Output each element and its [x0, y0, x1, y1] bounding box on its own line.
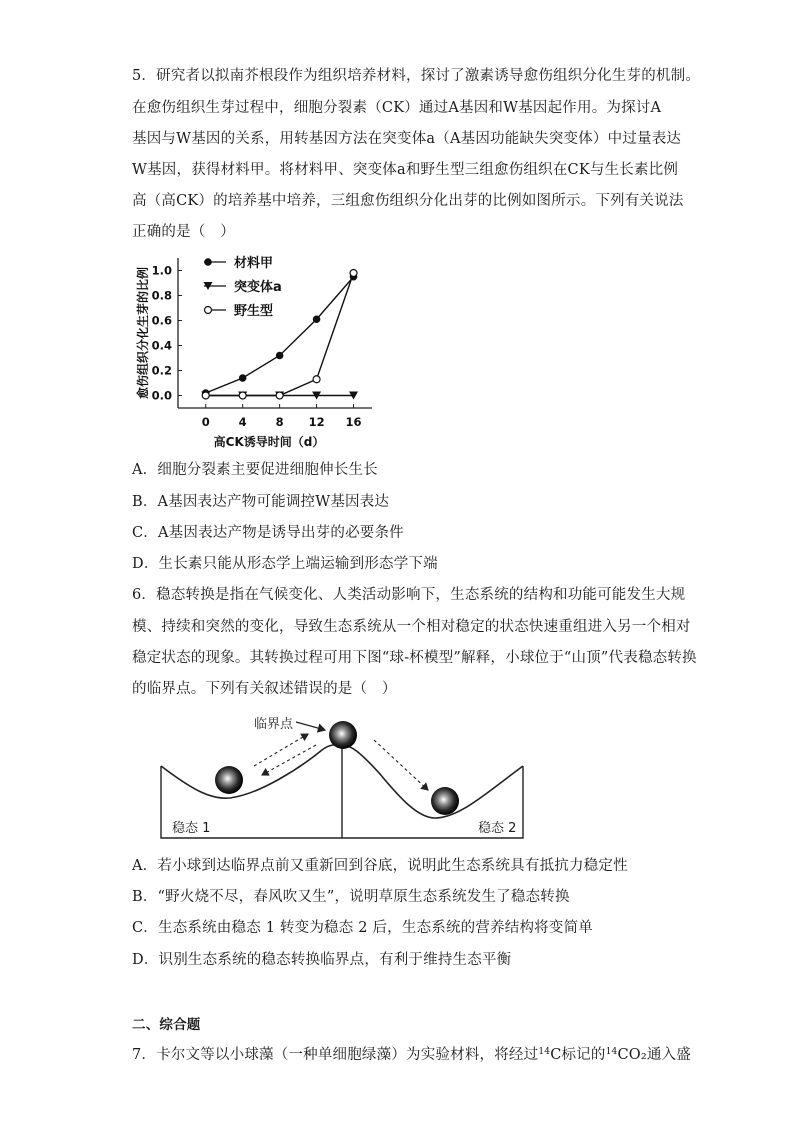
q5-line-2: 在愈伤组织生芽过程中，细胞分裂素（CK）通过A基因和W基因起作用。为探讨A	[132, 100, 662, 116]
series-0-point-1	[239, 375, 246, 382]
critical-point-arrow	[296, 722, 325, 730]
x-tick-label: 0	[201, 415, 210, 429]
legend-label-2: 野生型	[234, 304, 274, 319]
series-2-point-3	[313, 376, 320, 383]
q5-line-5: 高（高CK）的培养基中培养，三组愈伤组织分化出芽的比例如图所示。下列有关说法	[132, 193, 684, 209]
x-tick-label: 4	[238, 415, 247, 429]
y-tick-label: 0.4	[151, 338, 172, 353]
series-2-point-4	[350, 270, 357, 277]
q5-line-4: W基因，获得材料甲。将材料甲、突变体a和野生型三组愈伤组织在CK与生长素比例	[132, 162, 679, 178]
arrow-up-to-peak	[254, 734, 308, 766]
q7-mid: C标记的	[550, 1047, 606, 1063]
q7-line-1	[132, 1045, 691, 1065]
ball-right	[431, 787, 459, 815]
q6-line-4: 的临界点。下列有关叙述错误的是（ ）	[132, 681, 397, 697]
q6-option-a: A．若小球到达临界点前又重新回到谷底，说明此生态系统具有抵抗力稳定性	[132, 858, 628, 874]
q6-line-3: 稳定状态的现象。其转换过程可用下图“球-杯模型”解释，小球位于“山顶”代表稳态转换	[132, 650, 697, 666]
series-2-point-0	[202, 392, 209, 399]
chart-legend	[204, 255, 282, 319]
q6-option-c: C．生态系统由稳态 1 转变为稳态 2 后，生态系统的营养结构将变简单	[132, 920, 593, 936]
state1-label: 稳态 1	[172, 821, 211, 836]
q7-suffix: CO₂通入盛	[617, 1047, 691, 1063]
q5-option-a: A．细胞分裂素主要促进细胞伸长生长	[132, 462, 378, 478]
q5-option-b: B．A基因表达产物可能调控W基因表达	[132, 494, 390, 510]
y-tick-label: 0.8	[151, 288, 172, 303]
q6-line-1: 6．稳态转换是指在气候变化、人类活动影响下，生态系统的结构和功能可能发生大规	[132, 587, 686, 603]
ball-top	[329, 721, 357, 749]
legend-label-0: 材料甲	[234, 256, 274, 271]
q5-line-6: 正确的是（ ）	[132, 224, 235, 240]
ball-cup-diagram	[150, 708, 530, 843]
legend-marker-2	[205, 307, 212, 314]
legend-marker-0	[205, 259, 212, 266]
y-tick-label: 0.2	[151, 363, 172, 378]
q7-prefix: 7．卡尔文等以小球藻（一种单细胞绿藻）为实验材料，将经过	[132, 1047, 539, 1063]
x-tick-label: 8	[275, 415, 284, 429]
q5-line-3: 基因与W基因的关系，用转基因方法在突变体a（A基因功能缺失突变体）中过量表达	[132, 131, 682, 147]
q7-sup-1: 14	[538, 1047, 551, 1057]
section-heading: 二、综合题	[132, 1017, 201, 1033]
q5-line-1: 5．研究者以拟南芥根段作为组织培养材料，探讨了激素诱导愈伤组织分化生芽的机制。	[132, 68, 701, 84]
ball-left	[215, 766, 243, 794]
q7-sup-2: 14	[605, 1047, 618, 1057]
q6-option-d: D．识别生态系统的稳态转换临界点，有利于维持生态平衡	[132, 952, 512, 968]
state2-label: 稳态 2	[478, 821, 517, 836]
critical-point-label: 临界点	[254, 717, 294, 732]
x-axis-label: 高CK诱导时间（d）	[213, 435, 325, 449]
x-tick-label: 16	[345, 415, 362, 429]
arrow-down-to-state2	[374, 740, 428, 790]
series-0-point-3	[313, 316, 320, 323]
series-2-point-2	[276, 392, 283, 399]
y-tick-label: 0.6	[151, 313, 172, 328]
legend-label-1: 突变体a	[234, 280, 282, 295]
y-tick-label: 0.0	[151, 388, 172, 403]
q6-line-2: 模、持续和突然的变化，导致生态系统从一个相对稳定的状态快速重组进入另一个相对	[132, 619, 691, 635]
q5-option-c: C．A基因表达产物是诱导出芽的必要条件	[132, 525, 404, 541]
q6-option-b: B．“野火烧不尽，春风吹又生”，说明草原生态系统发生了稳态转换	[132, 889, 570, 905]
y-tick-label: 1.0	[151, 263, 172, 278]
series-2-point-1	[239, 392, 246, 399]
series-0-point-2	[276, 352, 283, 359]
q5-option-d: D．生长素只能从形态学上端运输到形态学下端	[132, 556, 438, 572]
differentiation-chart	[130, 250, 380, 455]
x-tick-label: 12	[308, 415, 325, 429]
y-axis-label: 愈伤组织分化生芽的比例	[136, 266, 150, 400]
